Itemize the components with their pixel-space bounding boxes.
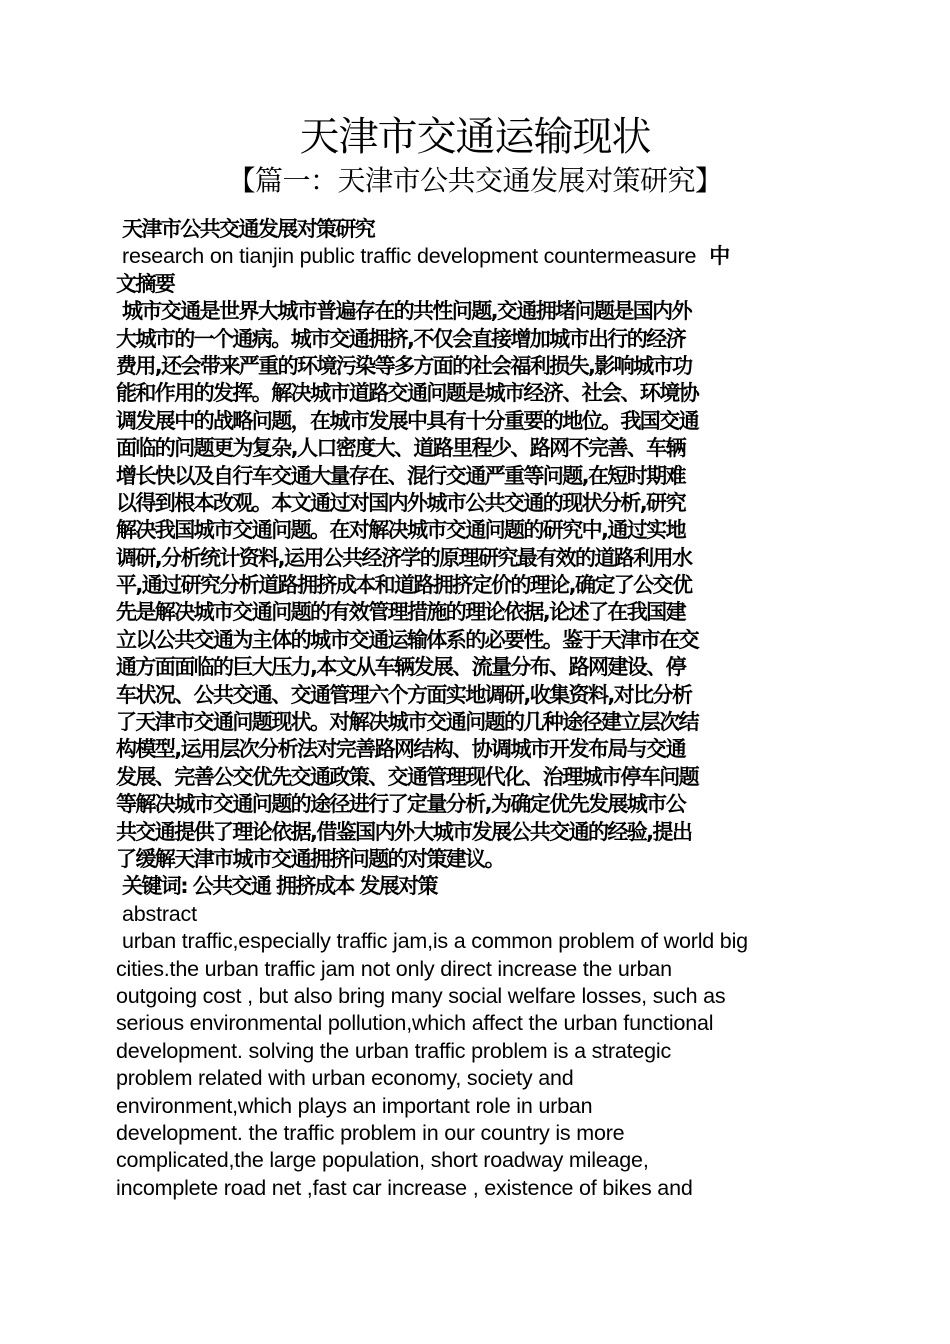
paragraph-line: 等解决城市交通问题的途径进行了定量分析,为确定优先发展城市公 [116,792,685,817]
section-heading: 天津市公共交通发展对策研究 [122,217,375,241]
paragraph-line: 立以公共交通为主体的城市交通运输体系的必要性。鉴于天津市在交 [116,627,698,652]
paragraph-line: 构模型,运用层次分析法对完善路网结构、协调城市开发布局与交通 [116,737,685,762]
paragraph-line: 大城市的一个通病。城市交通拥挤,不仅会直接增加城市出行的经济 [116,326,685,351]
paragraph-line: 共交通提供了理论依据,借鉴国内外大城市发展公共交通的经验,提出 [116,819,692,844]
paragraph-line: 了天津市交通问题现状。对解决城市交通问题的几种途径建立层次结 [116,710,698,735]
paragraph-line: 以得到根本改观。本文通过对国内外城市公共交通的现状分析,研究 [116,490,685,515]
paragraph-line: complicated,the large population, short roadway mileage, [116,1148,649,1173]
paragraph-line: 解决我国城市交通问题。在对解决城市交通问题的研究中,通过实地 [116,518,685,543]
paragraph-line: 车状况、公共交通、交通管理六个方面实地调研,收集资料,对比分析 [116,682,692,707]
paragraph-line: urban traffic,especially traffic jam,is a common problem of world big [122,929,748,954]
keywords-line: 关键词: 公共交通 拥挤成本 发展对策 [122,874,437,899]
paragraph-line: development. solving the urban traffic problem is a strategic [116,1038,672,1063]
paragraph-line: outgoing cost , but also bring many social welfare losses, such as [116,983,726,1008]
paragraph-line: 调发展中的战略问题，在城市发展中具有十分重要的地位。我国交通 [116,408,698,433]
abstract-label: abstract [122,901,197,926]
paragraph-line: problem related with urban economy, society and [116,1066,574,1091]
english-title-tail: 中 [709,244,729,269]
paragraph-line: 通方面面临的巨大压力,本文从车辆发展、流量分布、路网建设、停 [116,655,685,680]
paragraph-line: development. the traffic problem in our country is more [116,1120,625,1145]
english-title-line [116,243,838,270]
paragraph-line: 先是解决城市交通问题的有效管理措施的理论依据,论述了在我国建 [116,600,685,625]
paragraph-line: 增长快以及自行车交通大量存在、混行交通严重等问题,在短时期难 [116,463,685,488]
paragraph-line: environment,which plays an important role in urban [116,1093,593,1118]
paragraph-line: 发展、完善公交优先交通政策、交通管理现代化、治理城市停车问题 [116,764,698,789]
document-title: 天津市交通运输现状 [299,114,651,160]
cn-abstract-label: 文摘要 [116,271,175,296]
paragraph-line: 调研,分析统计资料,运用公共经济学的原理研究最有效的道路利用水 [116,545,692,570]
paragraph-line: serious environmental pollution,which affect the urban functional [116,1011,714,1036]
en-abstract [116,928,838,1202]
paragraph-line: 费用,还会带来严重的环境污染等多方面的社会福利损失,影响城市功 [116,353,692,378]
paragraph-line: 城市交通是世界大城市普遍存在的共性问题,交通拥堵问题是国内外 [122,299,691,324]
paragraph-line: 了缓解天津市城市交通拥挤问题的对策建议。 [116,846,504,871]
paragraph-line: incomplete road net ,fast car increase , existence of bikes and [116,1175,693,1200]
document-subtitle: 【篇一：天津市公共交通发展对策研究】 [227,164,723,197]
paragraph-line: 面临的问题更为复杂,人口密度大、道路里程少、路网不完善、车辆 [116,436,685,461]
paragraph-line: 能和作用的发挥。解决城市道路交通问题是城市经济、社会、环境协 [116,381,698,406]
cn-abstract [116,298,838,873]
paragraph-line: 平,通过研究分析道路拥挤成本和道路拥挤定价的理论,确定了公交优 [116,573,692,598]
english-title: research on tianjin public traffic development countermeasure [122,244,697,269]
document-body [116,216,838,1202]
paragraph-line: cities.the urban traffic jam not only direct increase the urban [116,956,672,981]
